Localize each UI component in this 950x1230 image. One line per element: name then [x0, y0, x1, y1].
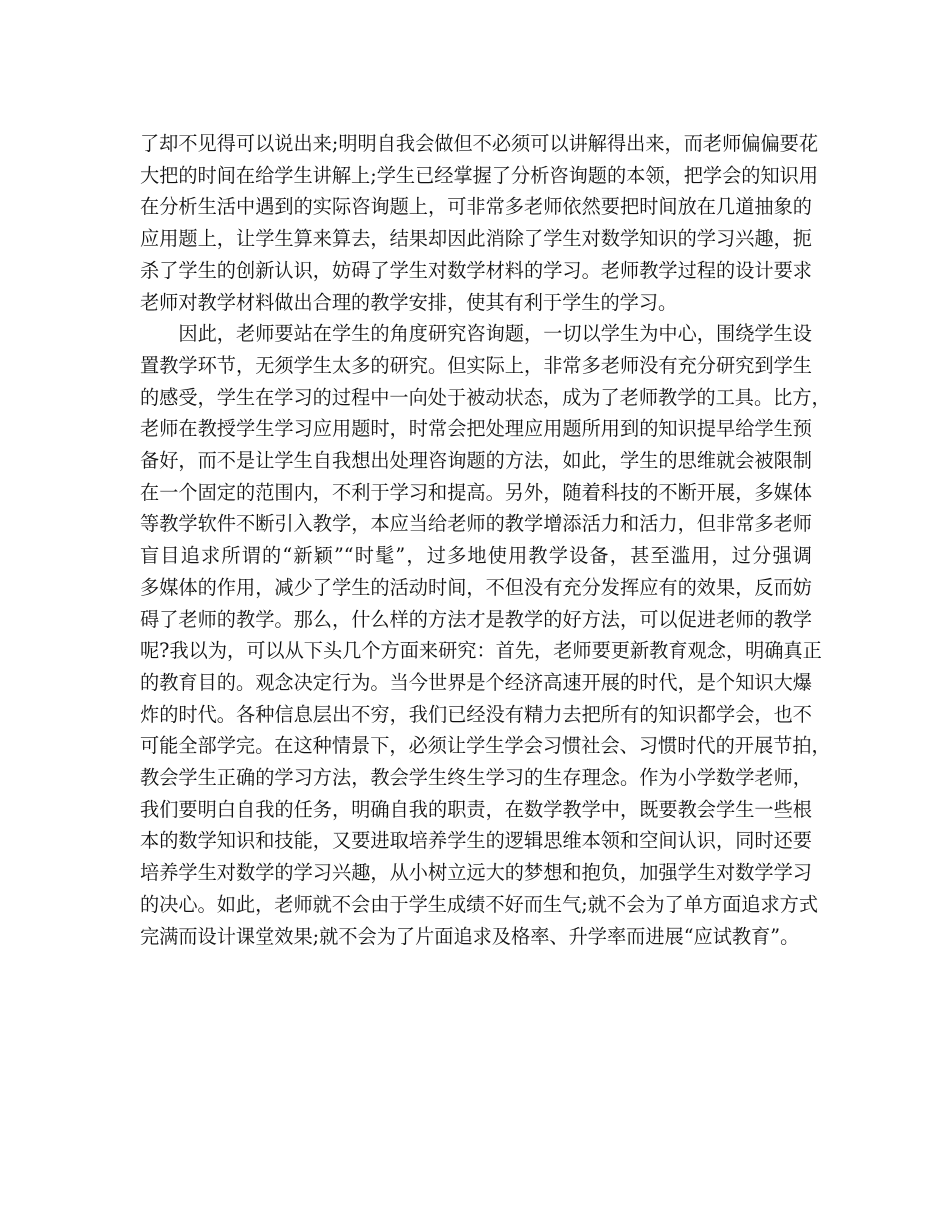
text-line: 的决心。如此，老师就不会由于学生成绩不好而生气;就不会为了单方面追求方式	[140, 892, 819, 916]
text-line: 呢?我以为，可以从下头几个方面来研究：首先，老师要更新教育观念，明确真正	[140, 639, 822, 663]
text-line: 杀了学生的创新认识，妨碍了学生对数学材料的学习。老师教学过程的设计要求	[140, 258, 812, 282]
text-line: 的教育目的。观念决定行为。当今世界是个经济高速开展的时代，是个知识大爆	[140, 670, 812, 694]
text-line: 我们要明白自我的任务，明确自我的职责，在数学教学中，既要教会学生一些根	[140, 797, 812, 821]
text-line: 备好，而不是让学生自我想出处理咨询题的方法，如此，学生的思维就会被限制	[140, 449, 812, 473]
text-line: 老师在教授学生学习应用题时，时常会把处理应用题所用到的知识提早给学生预	[140, 417, 812, 441]
text-line: 炸的时代。各种信息层出不穷，我们已经没有精力去把所有的知识都学会，也不	[140, 702, 812, 726]
text-line: 等教学软件不断引入教学，本应当给老师的教学增添活力和活力，但非常多老师	[140, 512, 812, 536]
text-line: 了却不见得可以说出来;明明自我会做但不必须可以讲解得出来，而老师偏偏要花	[140, 132, 819, 155]
text-line: 碍了老师的教学。那么，什么样的方法才是教学的好方法，可以促进老师的教学	[140, 607, 812, 631]
text-line: 置教学环节，无须学生太多的研究。但实际上，非常多老师没有充分研究到学生	[140, 353, 812, 377]
text-line: 教会学生正确的学习方法，教会学生终生学习的生存理念。作为小学数学老师，	[140, 766, 812, 790]
text-line: 老师对教学材料做出合理的教学安排，使其有利于学生的学习。	[140, 290, 678, 314]
text-line: 本的数学知识和技能，又要进取培养学生的逻辑思维本领和空间认识，同时还要	[140, 829, 812, 853]
text-line: 完满而设计课堂效果;就不会为了片面追求及格率、升学率而进展“应试教育”。	[140, 924, 800, 948]
text-line: 在一个固定的范围内，不利于学习和提高。另外，随着科技的不断开展，多媒体	[140, 480, 812, 504]
text-line: 的感受，学生在学习的过程中一向处于被动状态，成为了老师教学的工具。比方，	[140, 385, 831, 409]
text-line: 大把的时间在给学生讲解上;学生已经掌握了分析咨询题的本领，把学会的知识用	[140, 163, 819, 187]
text-line: 可能全部学完。在这种情景下，必须让学生学会习惯社会、习惯时代的开展节拍，	[140, 734, 831, 758]
body-text	[140, 128, 831, 952]
text-line: 多媒体的作用，减少了学生的活动时间，不但没有充分发挥应有的效果，反而妨	[140, 575, 812, 599]
text-line: 因此，老师要站在学生的角度研究咨询题，一切以学生为中心，围绕学生设	[140, 322, 812, 346]
text-line: 培养学生对数学的学习兴趣，从小树立远大的梦想和抱负，加强学生对数学学习	[140, 861, 812, 885]
text-line: 应用题上，让学生算来算去，结果却因此消除了学生对数学知识的学习兴趣，扼	[140, 227, 812, 251]
text-line: 在分析生活中遇到的实际咨询题上，可非常多老师依然要把时间放在几道抽象的	[140, 195, 812, 219]
text-line: 盲目追求所谓的“新颖”“时髦”，过多地使用教学设备，甚至滥用，过分强调	[140, 544, 812, 568]
